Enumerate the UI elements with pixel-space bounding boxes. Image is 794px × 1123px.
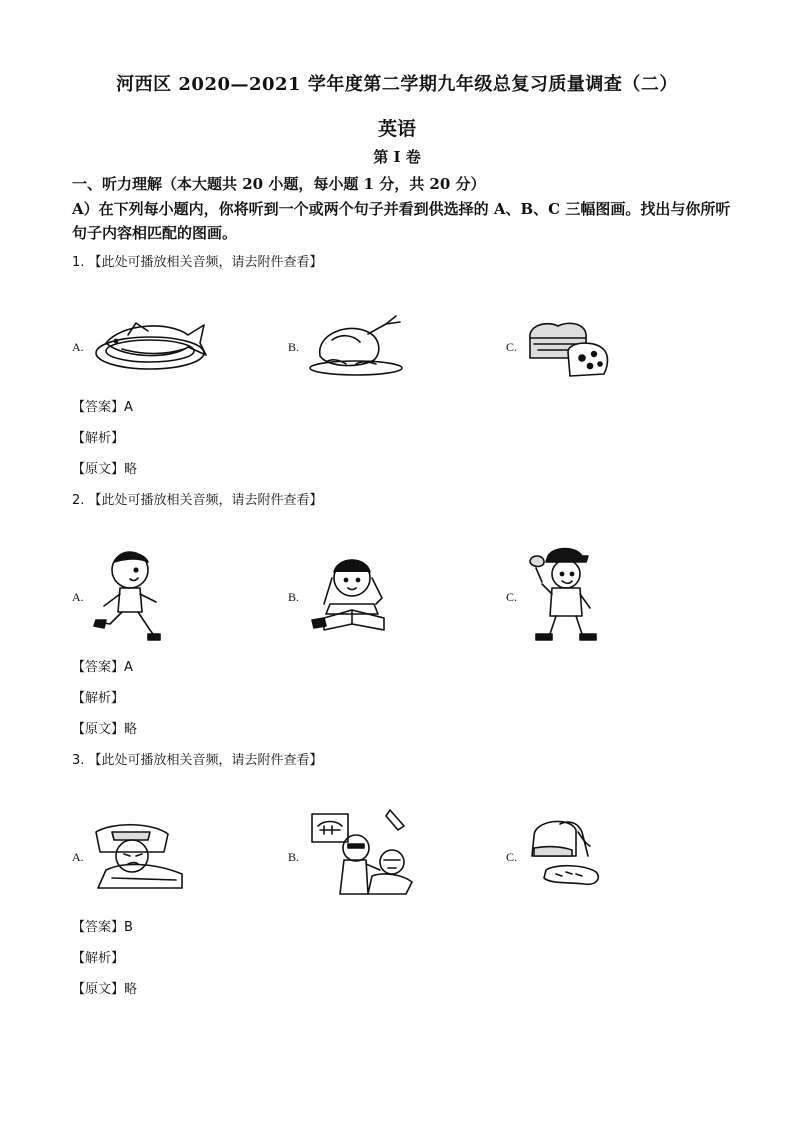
document-title: 河西区 2020—2021 学年度第二学期九年级总复习质量调查（二） [116,74,678,95]
q3-original: 【原文】略 [72,982,138,997]
q2-option-c-label: C. [506,590,518,604]
q3-option-c-label: C. [506,850,518,864]
q2-option-b-label: B. [288,590,300,604]
q1-answer: 【答案】A [72,400,133,415]
question-1-label: 1. 【此处可播放相关音频，请去附件查看】 [72,255,323,270]
q1-original: 【原文】略 [72,462,138,477]
q2-answer: 【答案】A [72,660,133,675]
bread-loaf-icon [524,318,612,380]
q3-option-a-label: A. [72,850,84,864]
q3-analysis: 【解析】 [72,951,125,966]
question-2-label: 2. 【此处可播放相关音频，请去附件查看】 [72,493,323,508]
question-3-label: 3. 【此处可播放相关音频，请去附件查看】 [72,753,323,768]
q2-option-a-label: A. [72,590,84,604]
subject-title: 英语 [377,118,416,140]
volume-title: 第 I 卷 [373,148,421,166]
q1-option-c-label: C. [506,340,518,354]
ice-cream-boy-icon [526,546,602,646]
dentist-icon [308,808,416,900]
roast-chicken-icon [306,312,406,378]
q1-analysis: 【解析】 [72,431,125,446]
studying-boy-icon [308,548,398,642]
q3-option-b-label: B. [288,850,300,864]
section-heading: 一、听力理解（本大题共 20 小题，每小题 1 分，共 20 分） [72,175,486,193]
section-instruction: A）在下列每小题内，你将听到一个或两个句子并看到供选择的 A、B、C 三幅图画。找出与你所听句子内容相匹配的图画。 [72,200,731,242]
q2-original: 【原文】略 [72,722,138,737]
q1-option-b-label: B. [288,340,300,354]
fish-on-plate-icon [92,315,210,373]
hurt-foot-icon [526,816,606,896]
q1-option-a-label: A. [72,340,84,354]
sick-in-bed-icon [92,818,188,892]
q3-answer: 【答案】B [72,920,133,935]
q2-analysis: 【解析】 [72,691,125,706]
running-boy-icon [92,548,168,644]
